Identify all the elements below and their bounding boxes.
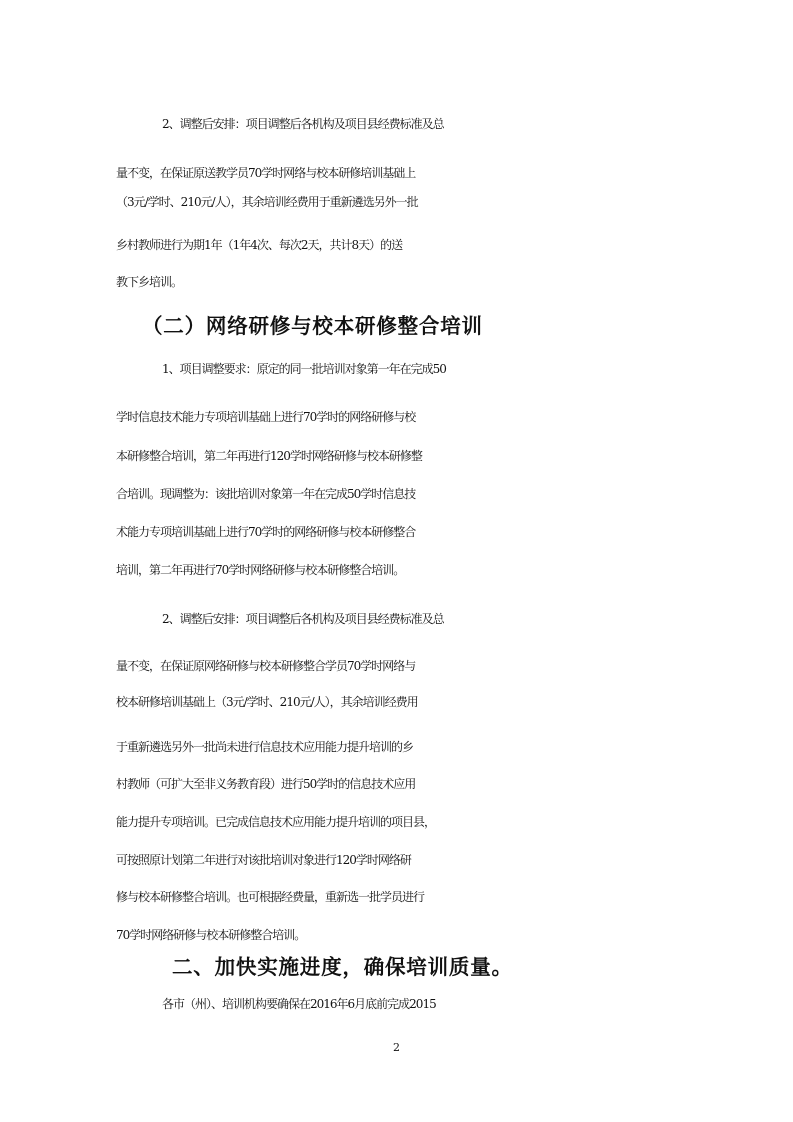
paragraph-line: 量不变，在保证原送教学员70学时网络与校本研修培训基础上 (116, 166, 416, 180)
paragraph-line: 教下乡培训。 (116, 275, 183, 289)
paragraph-line: 术能力专项培训基础上进行70学时的网络研修与校本研修整合 (116, 525, 416, 539)
paragraph-line: 可按照原计划第二年进行对该批培训对象进行120学时网络研 (116, 853, 411, 867)
paragraph-line: 于重新遴选另外一批尚未进行信息技术应用能力提升培训的乡 (116, 740, 414, 754)
paragraph-line: 2、调整后安排：项目调整后各机构及项目县经费标准及总 (162, 612, 444, 626)
paragraph-line: 2、调整后安排：项目调整后各机构及项目县经费标准及总 (162, 117, 444, 131)
paragraph-line: 乡村教师进行为期1年（1年4次、每次2天，共计8天）的送 (116, 238, 403, 252)
paragraph-line: 合培训。现调整为：该批培训对象第一年在完成50学时信息技 (116, 487, 416, 501)
paragraph-line: 能力提升专项培训。已完成信息技术应用能力提升培训的项目县， (116, 815, 436, 829)
paragraph-line: 村教师（可扩大至非义务教育段）进行50学时的信息技术应用 (116, 777, 416, 791)
paragraph-line: 培训，第二年再进行70学时网络研修与校本研修整合培训。 (116, 563, 405, 577)
main-heading: 二、加快实施进度，确保培训质量。 (172, 955, 513, 979)
page-number: 2 (393, 1041, 400, 1054)
paragraph-line: 量不变，在保证原网络研修与校本研修整合学员70学时网络与 (116, 659, 416, 673)
paragraph-line: 70学时网络研修与校本研修整合培训。 (116, 928, 306, 942)
paragraph-line: （3元/学时、210元/人），其余培训经费用于重新遴选另外一批 (116, 195, 418, 209)
paragraph-line: 各市（州）、培训机构要确保在2016年6月底前完成2015 (162, 997, 436, 1011)
paragraph-line: 本研修整合培训，第二年再进行120学时网络研修与校本研修整 (116, 449, 422, 463)
paragraph-line: 1、项目调整要求：原定的同一批培训对象第一年在完成50 (162, 362, 446, 376)
paragraph-line: 学时信息技术能力专项培训基础上进行70学时的网络研修与校 (116, 410, 416, 424)
section-heading: （二）网络研修与校本研修整合培训 (142, 314, 483, 338)
paragraph-line: 校本研修培训基础上（3元/学时、210元/人），其余培训经费用 (116, 695, 418, 709)
paragraph-line: 修与校本研修整合培训。也可根据经费量，重新选一批学员进行 (116, 890, 425, 904)
